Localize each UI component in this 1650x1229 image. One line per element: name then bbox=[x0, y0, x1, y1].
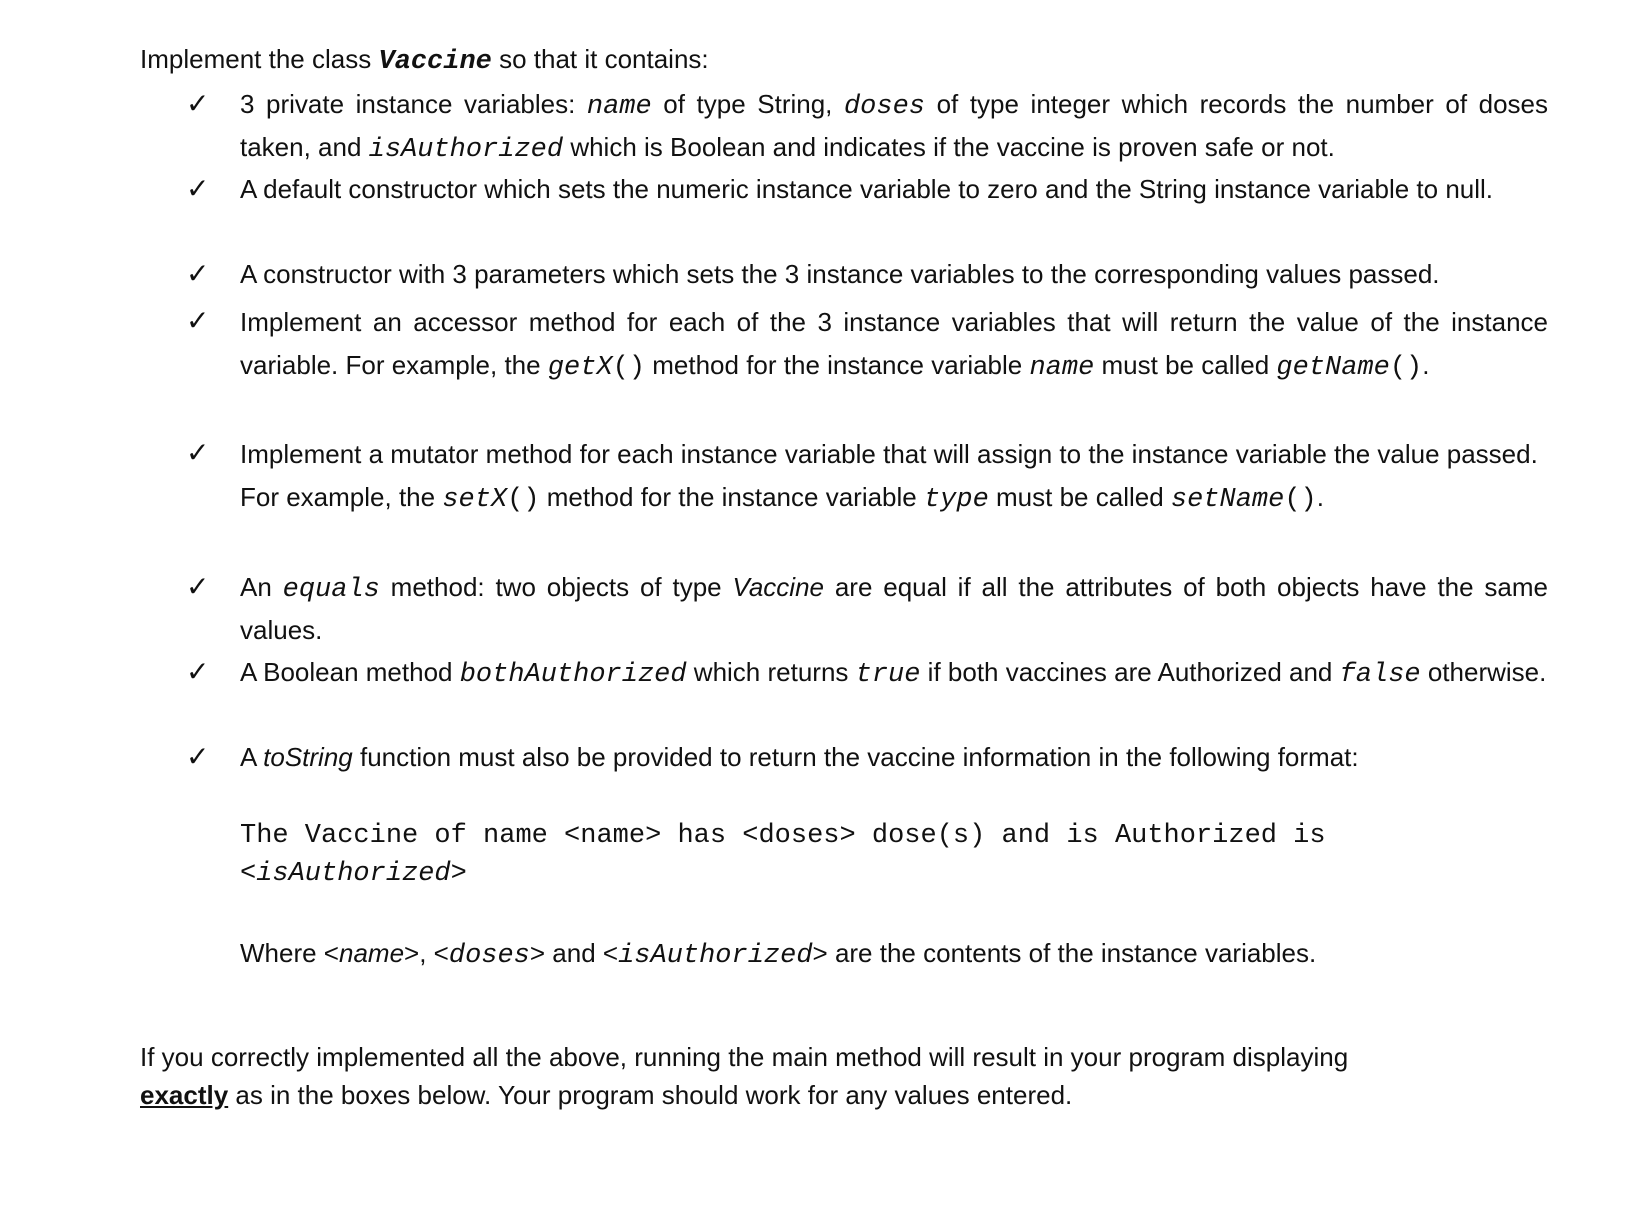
where-line: Where <name>, <doses> and <isAuthorized> are the contents of the instance variables. bbox=[240, 938, 1317, 971]
list-item: ✓ A constructor with 3 parameters which sets the 3 instance variables to the corresponding values passed. bbox=[186, 254, 1548, 294]
checkmark-icon: ✓ bbox=[186, 173, 210, 204]
emphasis-exactly: exactly bbox=[140, 1080, 229, 1110]
list-item: ✓ 3 private instance variables: name of type String, doses of type integer which records the number of doses taken, and isAuthorized which is Boolean and indicates if the vaccine is proven safe or not. bbox=[186, 84, 1548, 170]
checkmark-icon: ✓ bbox=[186, 88, 210, 119]
checkmark-icon: ✓ bbox=[186, 571, 210, 602]
list-item: ✓ A Boolean method bothAuthorized which returns true if both vaccines are Authorized and false otherwise. bbox=[186, 652, 1548, 695]
list-item: ✓ Implement an accessor method for each of the 3 instance variables that will return the value of the instance variable. For example, the getX() method for the instance variable name must be called getName(). bbox=[186, 301, 1548, 390]
checkmark-icon: ✓ bbox=[186, 656, 210, 687]
checkmark-icon: ✓ bbox=[186, 741, 210, 772]
closing-paragraph: If you correctly implemented all the above, running the main method will result in your program displaying exactly as in the boxes below. Your program should work for any values entered. bbox=[140, 1042, 1349, 1110]
checkmark-icon: ✓ bbox=[186, 305, 210, 336]
list-item: ✓ A toString function must also be provided to return the vaccine information in the following format: bbox=[186, 737, 1548, 777]
checkmark-icon: ✓ bbox=[186, 437, 210, 468]
list-item: ✓ An equals method: two objects of type Vaccine are equal if all the attributes of both objects have the same values. bbox=[186, 567, 1548, 650]
list-item: ✓ Implement a mutator method for each instance variable that will assign to the instance variable the value passed. For example, the setX() method for the instance variable type must be called setName(). bbox=[186, 433, 1548, 522]
list-item: ✓ A default constructor which sets the numeric instance variable to zero and the String instance variable to null. bbox=[186, 169, 1548, 209]
class-name: Vaccine bbox=[378, 47, 492, 77]
checkmark-icon: ✓ bbox=[186, 258, 210, 289]
tostring-format: The Vaccine of name <name> has <doses> dose(s) and is Authorized is <isAuthorized> bbox=[240, 821, 1326, 889]
intro-line: Implement the class Vaccine so that it contains: bbox=[140, 44, 709, 77]
